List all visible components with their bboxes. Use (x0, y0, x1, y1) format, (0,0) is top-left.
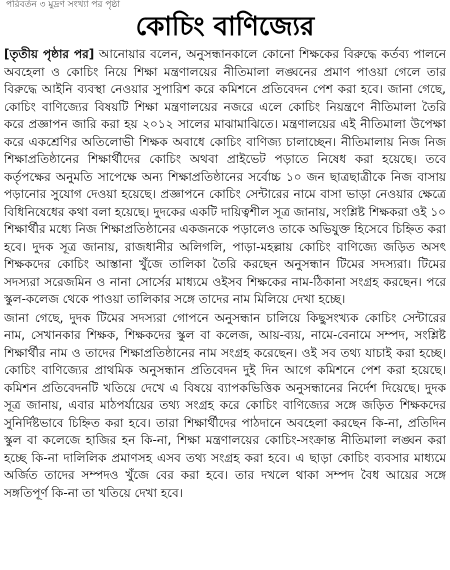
paragraph-text: আনোয়ার বলেন, অনুসন্ধানকালে কোনো শিক্ষকের বিরুদ্ধে কর্তব্য পালনে অবহেলা ও কোচিং নিয়ে শিক্ষা মন্ত্রণালয়ের নীতিমালা লঙ্ঘনের প্রমাণ পাওয়া গেলে তার বিরুদ্ধে আইনি ব্যবস্থা নেওয়ার সুপারিশ করে কমিশনে প্রতিবেদন পেশ করা হবে। জানা গেছে, কোচিং বাণিজ্যের বিষয়টি শিক্ষা মন্ত্রণালয়ের নজরে এলে কোচিং নিয়ন্ত্রণে নীতিমালা তৈরি করে প্রজ্ঞাপন জারি করা হয় ২০১২ সালের মাঝামাঝিতে। মন্ত্রণালয়ের এই নীতিমালা উপেক্ষা করে একশ্রেণির অতিলোভী শিক্ষক অবাধে কোচিং বাণিজ্য চালাচ্ছেন। নীতিমালায় নিজ নিজ শিক্ষাপ্রতিষ্ঠানের শিক্ষার্থীদের কোচিং অথবা প্রাইভেট পড়াতে নিষেধ করা হয়েছে। তবে কর্তৃপক্ষের অনুমতি সাপেক্ষে অন্য শিক্ষাপ্রতিষ্ঠানের সর্বোচ্চ ১০ জন ছাত্রছাত্রীকে নিজ বাসায় পড়ানোর সুযোগ দেওয়া হয়েছে। প্রজ্ঞাপনে কোচিং সেন্টারের নামে বাসা ভাড়া নেওয়ার ক্ষেত্রে বিধিনিষেধের কথা বলা হয়েছে। দুদকের একটি দায়িত্বশীল সূত্র জানায়, সংশ্লিষ্ট শিক্ষকরা ওই ১০ শিক্ষার্থীর মধ্যে নিজ শিক্ষাপ্রতিষ্ঠানের একজনকে পড়ালেও তাকে অভিযুক্ত হিসেবে চিহ্নিত করা হবে। দুদক সূত্র জানায়, রাজধানীর অলিগলি, পাড়া-মহল্লায় কোচিং বাণিজ্যে জড়িত অসৎ শিক্ষকদের কোচিং আস্তানা খুঁজে তালিকা তৈরি করছেন অনুসন্ধান টিমের সদস্যরা। টিমের সদস্যরা সরেজমিন ও নানা সোর্সের মাধ্যমে ওইসব শিক্ষকের নাম-ঠিকানা সংগ্রহ করছেন। পরে স্কুল-কলেজ থেকে পাওয়া তালিকার সঙ্গে তাদের নাম মিলিয়ে দেখা হচ্ছে। (4, 47, 446, 306)
article-headline: কোচিং বাণিজ্যের (135, 12, 315, 42)
cropped-page-header: পরিবর্তন ৩ মুদ্রণ সংখ্যা পর পৃষ্ঠা (6, 0, 120, 10)
article-paragraph (4, 310, 446, 503)
article-body (4, 46, 446, 568)
continuation-marker: [তৃতীয় পৃষ্ঠার পর] (4, 47, 95, 61)
paragraph-text: জানা গেছে, দুদক টিমের সদস্যরা গোপনে অনুসন্ধান চালিয়ে কিছুসংখ্যক কোচিং সেন্টারের নাম, সেখানকার শিক্ষক, শিক্ষকদের স্কুল বা কলেজ, আয়-ব্যয়, নামে-বেনামে সম্পদ, সংশ্লিষ্ট শিক্ষার্থীর নাম ও তাদের শিক্ষাপ্রতিষ্ঠানের নাম সংগ্রহ করেছেন। ওই সব তথ্য যাচাই করা হচ্ছে। কোচিং বাণিজ্যের প্রাথমিক অনুসন্ধান প্রতিবেদন দুই দিন আগে কমিশনে পেশ করা হয়েছে। কমিশন প্রতিবেদনটি খতিয়ে দেখে এ বিষয়ে ব্যাপকভিত্তিক অনুসন্ধানের নির্দেশ দিয়েছে। দুদক সূত্র জানায়, এবার মাঠপর্যায়ের তথ্য সংগ্রহ করে কোচিং বাণিজ্যের সঙ্গে জড়িত শিক্ষকদের সুনির্দিষ্টভাবে চিহ্নিত করা হবে। তারা শিক্ষার্থীদের পাঠদানে অবহেলা করছেন কি-না, প্রতিদিন স্কুল বা কলেজে হাজির হন কি-না, শিক্ষা মন্ত্রণালয়ের কোচিং-সংক্রান্ত নীতিমালা লঙ্ঘন করা হচ্ছে কি-না দালিলিক প্রমাণসহ এসব তথ্য সংগ্রহ করা হবে। এ ছাড়া কোচিং ব্যবসার মাধ্যমে অর্জিত তাদের সম্পদও খুঁজে বের করা হবে। তার দখলে থাকা সম্পদ বৈধ আয়ের সঙ্গে সঙ্গতিপূর্ণ কি-না তা খতিয়ে দেখা হবে। (4, 310, 446, 500)
article-paragraph (4, 46, 446, 309)
